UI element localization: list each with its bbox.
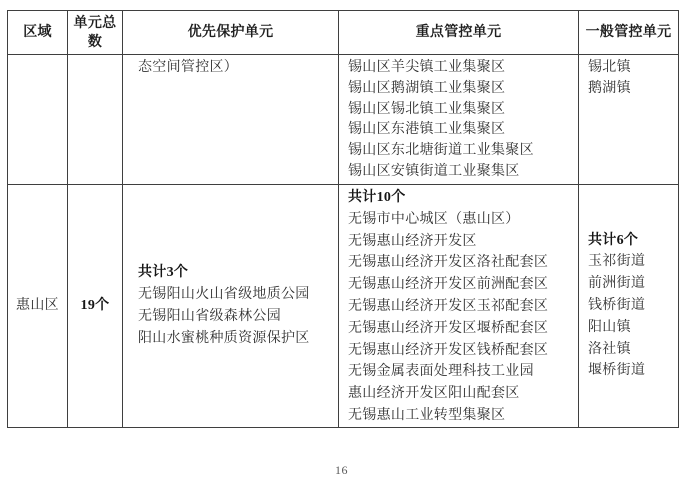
unit-line: 锡山区安镇街道工业聚集区 [348,163,520,179]
header-key-control: 重点管控单元 [339,11,579,55]
unit-line: 无锡惠山经济开发区钱桥配套区 [348,342,549,358]
unit-line: 无锡惠山经济开发区 [348,233,477,249]
unit-line: 无锡阳山省级森林公园 [138,308,281,324]
unit-line: 无锡惠山经济开发区洛社配套区 [348,255,549,271]
unit-line: 钱桥街道 [588,297,646,313]
unit-line: 态空间管控区） [138,60,239,75]
cell-priority-units [123,185,339,428]
header-priority-protection: 优先保护单元 [123,11,339,55]
unit-line: 玉祁街道 [588,254,646,270]
unit-line: 锡山区东港镇工业集聚区 [348,122,506,138]
cell-priority-units [123,55,339,185]
table-row-huishan [8,185,679,428]
table-header-row [8,11,679,55]
cell-region [8,185,68,428]
cell-key-control-units [339,55,579,185]
unit-line: 无锡阳山火山省级地质公园 [138,287,310,303]
unit-line: 无锡惠山经济开发区前洲配套区 [348,277,549,293]
cell-region-empty [8,55,68,185]
header-unit-total: 单元总数 [68,11,123,55]
unit-line: 堰桥街道 [588,363,646,379]
cell-general-control-units [579,55,679,185]
unit-line: 锡山区鹅湖镇工业集聚区 [348,80,506,96]
unit-line: 前洲街道 [588,276,646,292]
unit-line: 惠山经济开发区阳山配套区 [348,386,520,402]
region-name: 惠山区 [16,297,59,313]
priority-total-label: 共计3个 [138,265,189,281]
unit-line: 无锡惠山工业转型集聚区 [348,407,506,423]
header-general-control: 一般管控单元 [579,11,679,55]
control-units-table [7,10,679,428]
unit-line: 锡山区锡北镇工业集聚区 [348,101,506,117]
unit-line: 无锡惠山经济开发区堰桥配套区 [348,320,549,336]
cell-unit-count-empty [68,55,123,185]
cell-unit-count [68,185,123,428]
unit-line: 阳山镇 [588,319,631,335]
unit-line: 锡北镇 [588,60,631,75]
unit-line: 无锡惠山经济开发区玉祁配套区 [348,298,549,314]
unit-line: 锡山区东北塘街道工业集聚区 [348,143,534,159]
unit-line: 洛社镇 [588,341,631,357]
table-row-xishan-continued [8,55,679,185]
header-region: 区域 [8,11,68,55]
unit-line: 锡山区羊尖镇工业集聚区 [348,60,506,75]
cell-key-control-units [339,185,579,428]
unit-line: 鹅湖镇 [588,80,631,96]
unit-line: 无锡市中心城区（惠山区） [348,211,520,227]
unit-line: 阳山水蜜桃种质资源保护区 [138,330,310,346]
cell-general-control-units [579,185,679,428]
general-control-total-label: 共计6个 [588,232,639,248]
key-control-total-label: 共计10个 [348,190,406,205]
unit-line: 无锡金属表面处理科技工业园 [348,364,534,380]
unit-count: 19个 [80,297,110,313]
page-number: 16 [335,463,348,477]
